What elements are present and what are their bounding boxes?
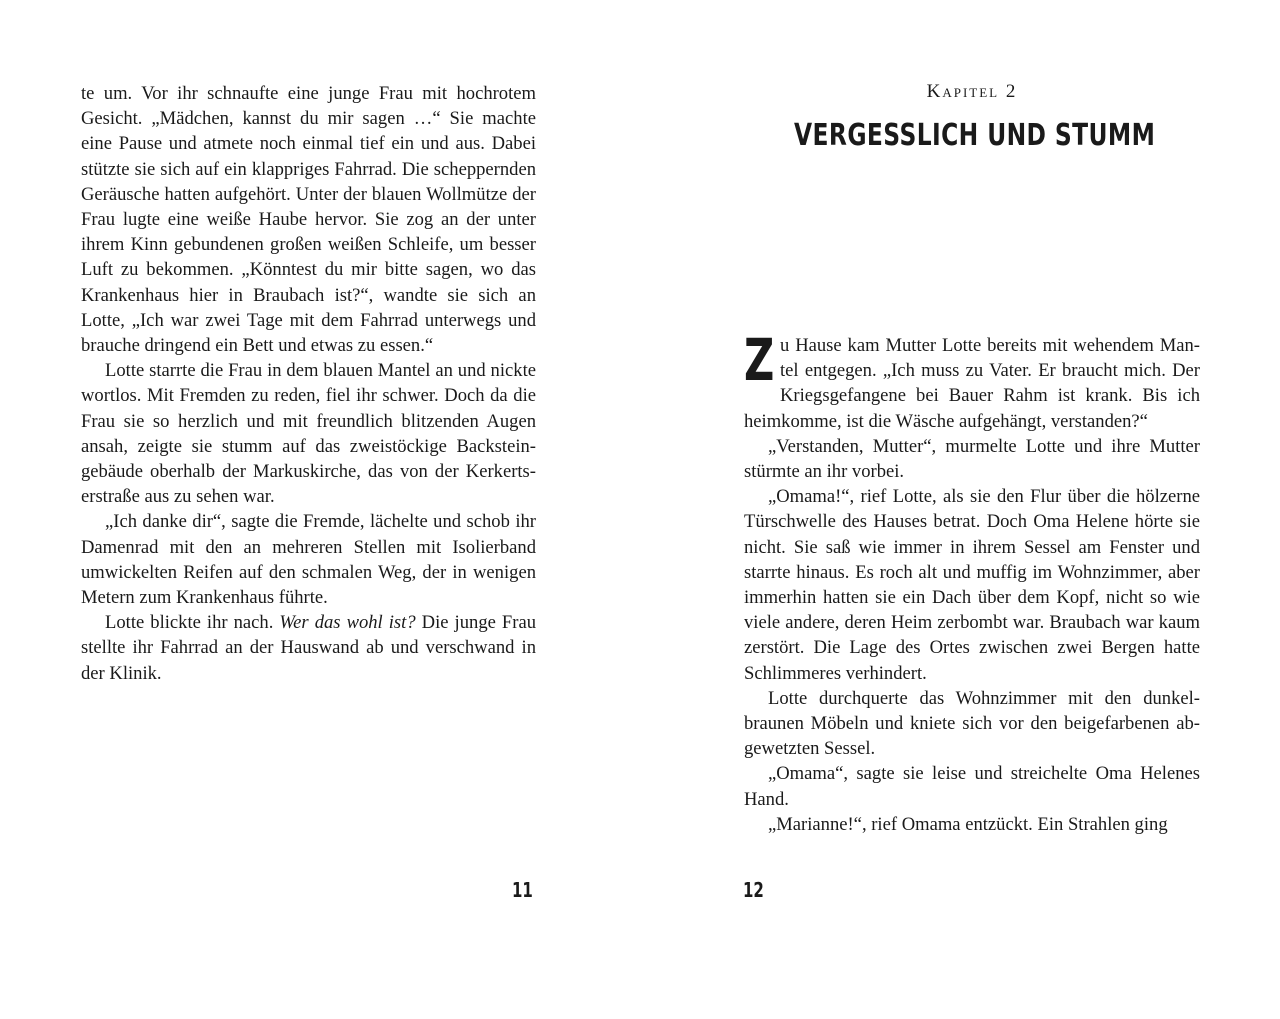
paragraph: „Verstanden, Mutter“, murmelte Lotte und ihre Mutter stürmte an ihr vorbei. xyxy=(744,435,1200,483)
right-page xyxy=(640,0,1280,1019)
paragraph-text: u Hause kam Mutter Lotte bereits mit wehendem Mantel entgegen. „Ich muss zu Vater. Er braucht mich. Der Kriegsgefangene bei Bauer Rahm ist krank. Bis ich heimkomme, ist die Wäsche aufgehängt, verstanden?“ xyxy=(744,335,1200,432)
chapter-label: Kapitel 2 xyxy=(926,81,1018,102)
italic-thought: Wer das wohl ist? xyxy=(279,612,416,634)
paragraph: te um. Vor ihr schnaufte eine junge Frau mit hochrotem Gesicht. „Mädchen, kannst du mir sagen …“ Sie machte eine Pause und atmete noch einmal tief ein und aus. Dabei stützte sie sich auf ein klappriges Fahrrad. Die scheppernden Geräusche hatten aufgehört. Unter der blauen Wollmütze der Frau lugte eine weiße Haube hervor. Sie zog an der unter ihrem Kinn gebundenen großen weißen Schleife, um besser Luft zu bekommen. „Könntest du mir bitte sagen, wo das Krankenhaus hier in Braubach ist?“, wandte sie sich an Lotte, „Ich war zwei Tage mit dem Fahrrad unterwegs und brauche dringend ein Bett und etwas zu essen.“ xyxy=(81,83,536,357)
right-page-text xyxy=(744,326,1200,837)
drop-cap: Z xyxy=(744,326,775,394)
paragraph: Lotte starrte die Frau in dem blauen Mantel an und nickte wortlos. Mit Fremden zu reden, fiel ihr schwer. Doch da die Frau sie so herzlich und mit freundlich blitzenden Augen ansah, zeigte sie stumm auf das zweistöckige Backsteingebäude oberhalb der Markuskirche, das von der Kerkertserstraße aus zu sehen war. xyxy=(81,360,536,508)
paragraph-text: Die junge Frau stellte ihr Fahrrad an der Hauswand ab und verschwand in der Klinik. xyxy=(81,612,536,684)
paragraph: „Marianne!“, rief Omama entzückt. Ein Strahlen ging xyxy=(768,813,1168,835)
paragraph: „Omama!“, rief Lotte, als sie den Flur über die hölzerne Türschwelle des Hauses betrat. Doch Oma Helene hörte sie nicht. Sie saß wie immer in ihrem Sessel am Fenster und starrte hinaus. Es roch alt und muffig im Wohnzimmer, aber immerhin hatten sie ein Dach über dem Kopf, nicht so wie viele andere, deren Heim zerbombt war. Braubach war kaum zerstört. Die Lage des Ortes zwischen zwei Bergen hatte Schlimmeres verhindert. xyxy=(744,486,1200,684)
page-number-right: 12 xyxy=(743,878,764,902)
first-paragraph xyxy=(744,326,1200,434)
paragraph-with-italic xyxy=(81,610,536,686)
left-page-text xyxy=(81,81,536,686)
paragraph: Lotte durchquerte das Wohnzimmer mit den dunkelbraunen Möbeln und kniete sich vor den beigefarbenen abgewetzten Sessel. xyxy=(744,687,1200,760)
chapter-title: VERGESSLICH UND STUMM xyxy=(794,118,1156,153)
paragraph: „Omama“, sagte sie leise und streichelte Oma Helenes Hand. xyxy=(744,763,1200,810)
page-number-left: 11 xyxy=(512,878,533,902)
paragraph-text: Lotte blickte ihr nach. xyxy=(105,612,280,634)
paragraph: „Ich danke dir“, sagte die Fremde, lächelte und schob ihr Damenrad mit den an mehreren Stellen mit Isolierband umwickelten Reifen auf den schmalen Weg, der in wenigen Metern zum Krankenhaus führte. xyxy=(81,511,536,609)
